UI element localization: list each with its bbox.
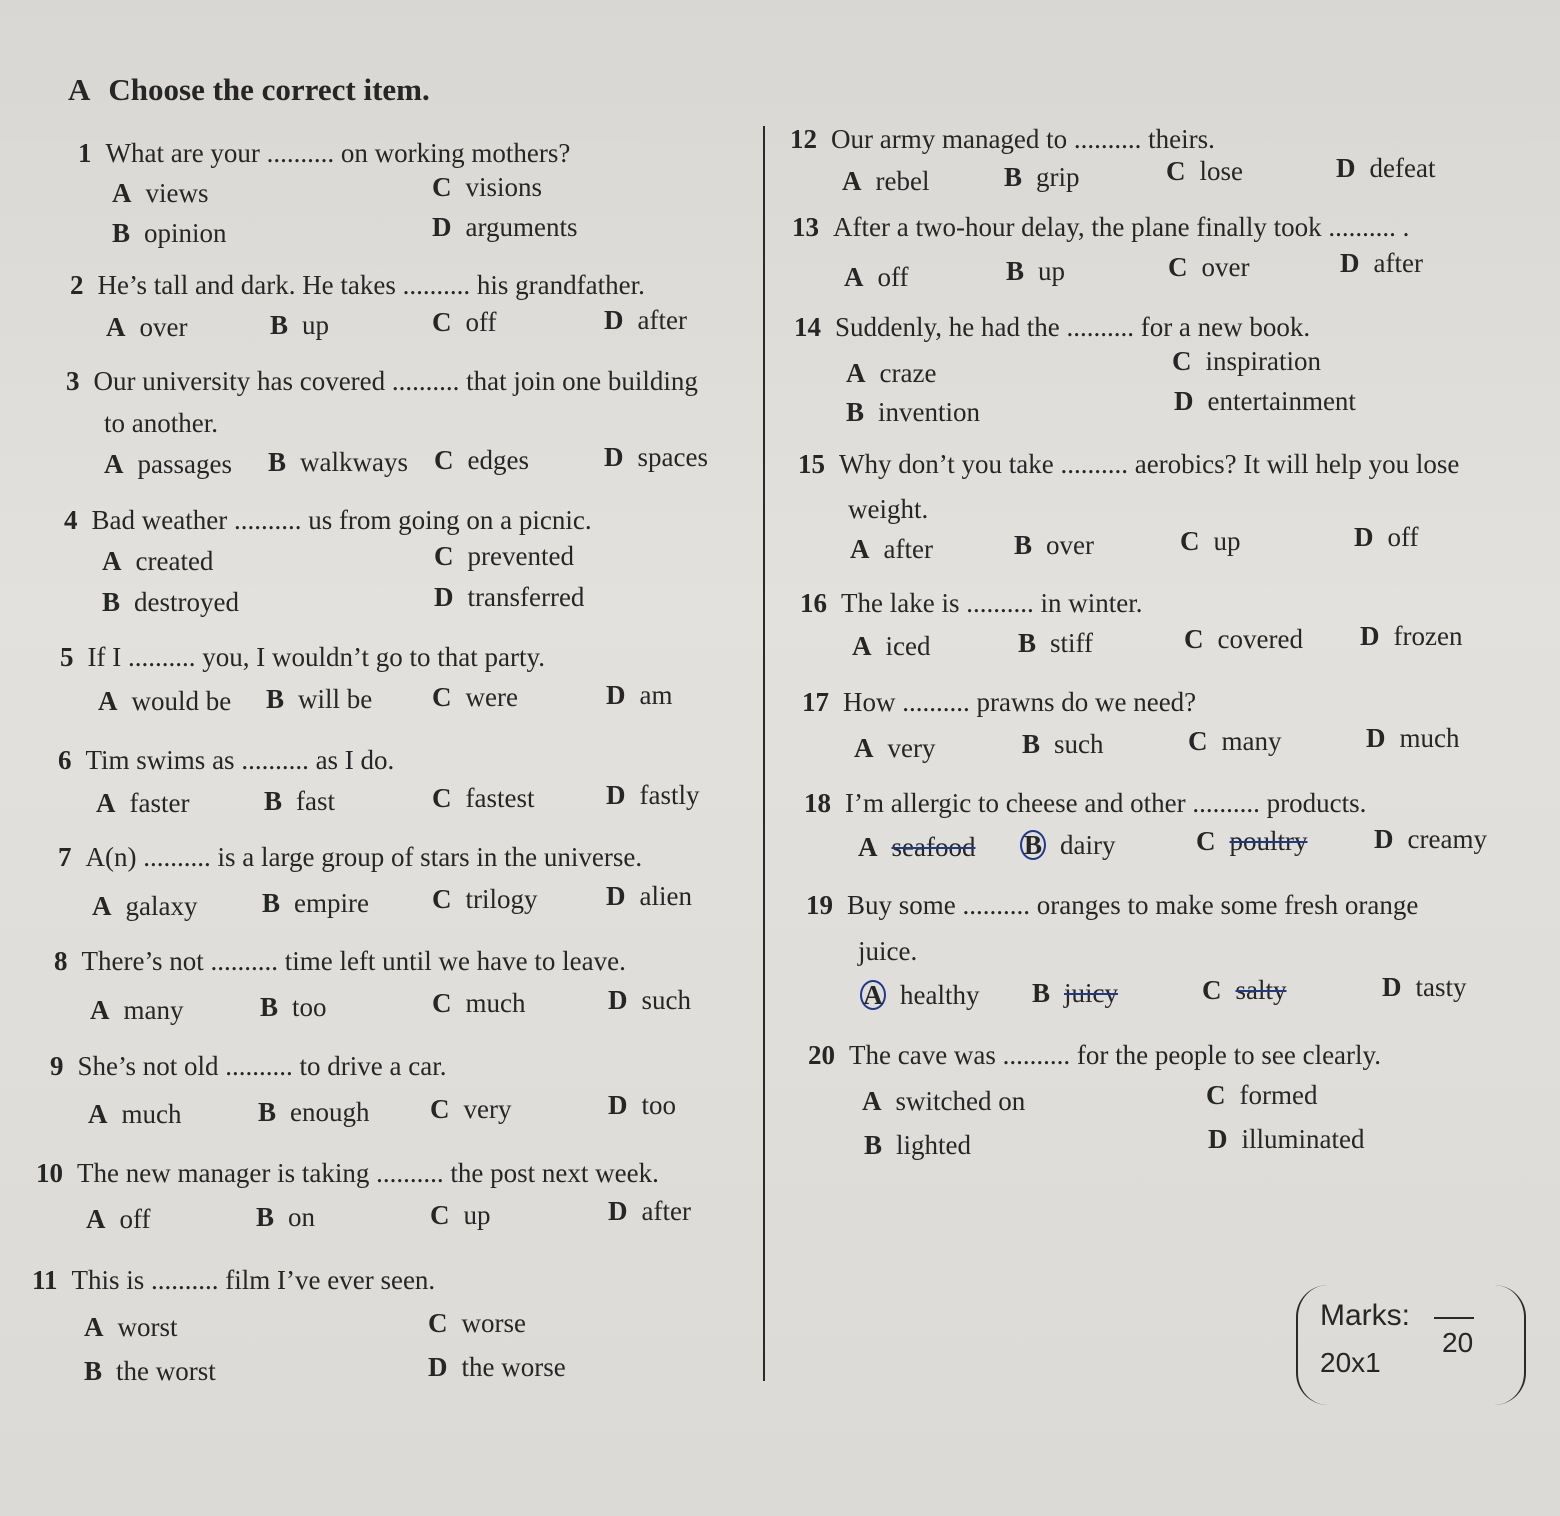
question-18: 18 I’m allergic to cheese and other .......... products. xyxy=(804,788,1367,818)
question-1: 1 What are your .......... on working mothers? xyxy=(78,138,571,168)
option-20c: C formed xyxy=(1206,1080,1318,1110)
option-4b: B destroyed xyxy=(102,587,239,617)
option-12b: B grip xyxy=(1004,162,1080,192)
option-18b: B dairy xyxy=(1020,830,1115,861)
option-9c: C very xyxy=(430,1094,512,1124)
option-14b: B invention xyxy=(846,397,981,427)
option-3b: B walkways xyxy=(268,447,408,477)
option-17b: B such xyxy=(1022,729,1104,759)
option-9b: B enough xyxy=(258,1097,370,1127)
option-6c: C fastest xyxy=(432,783,535,813)
option-20a: A switched on xyxy=(862,1086,1026,1116)
question-9: 9 She’s not old .......... to drive a car. xyxy=(50,1051,447,1081)
question-7: 7 A(n) .......... is a large group of stars in the universe. xyxy=(58,842,643,872)
option-3d: D spaces xyxy=(604,442,708,472)
marks-fraction-line xyxy=(1434,1317,1474,1319)
question-6: 6 Tim swims as .......... as I do. xyxy=(58,745,395,775)
option-17c: C many xyxy=(1188,726,1282,756)
option-12c: C lose xyxy=(1166,156,1243,186)
option-1a: A views xyxy=(112,178,209,208)
option-15a: A after xyxy=(850,534,933,564)
option-14c: C inspiration xyxy=(1172,346,1321,376)
question-4: 4 Bad weather .......... us from going on a picnic. xyxy=(64,505,592,535)
option-2d: D after xyxy=(604,305,687,335)
question-11: 11 This is .......... film I’ve ever seen. xyxy=(32,1265,436,1295)
option-15b: B over xyxy=(1014,530,1094,560)
option-5a: A would be xyxy=(98,686,232,716)
option-13c: C over xyxy=(1168,252,1250,282)
option-18c: C poultry xyxy=(1196,826,1308,856)
option-14d: D entertainment xyxy=(1174,386,1356,416)
question-17: 17 How .......... prawns do we need? xyxy=(802,687,1197,717)
option-5b: B will be xyxy=(266,684,373,714)
option-16b: B stiff xyxy=(1018,628,1094,658)
option-13b: B up xyxy=(1006,256,1066,286)
option-20b: B lighted xyxy=(864,1130,972,1160)
question-2: 2 He’s tall and dark. He takes .......... his grandfather. xyxy=(70,270,645,300)
option-12a: A rebel xyxy=(842,166,930,196)
option-1d: D arguments xyxy=(432,212,578,242)
option-2b: B up xyxy=(270,310,330,340)
option-8a: A many xyxy=(90,995,184,1025)
option-7c: C trilogy xyxy=(432,884,538,914)
question-20: 20 The cave was .......... for the people to see clearly. xyxy=(808,1040,1382,1070)
option-11d: D the worse xyxy=(428,1352,566,1382)
question-19: 19 Buy some .......... oranges to make some fresh orange xyxy=(806,890,1419,920)
option-3a: A passages xyxy=(104,449,232,479)
option-19a: A healthy xyxy=(860,980,979,1011)
question-15-line-2: weight. xyxy=(848,494,929,524)
option-11b: B the worst xyxy=(84,1356,216,1386)
option-5c: C were xyxy=(432,682,518,712)
option-15d: D off xyxy=(1354,522,1419,552)
option-16a: A iced xyxy=(852,631,931,661)
option-2c: C off xyxy=(432,307,497,337)
option-1b: B opinion xyxy=(112,218,227,248)
option-10c: C up xyxy=(430,1200,491,1230)
option-7a: A galaxy xyxy=(92,891,198,921)
question-3-line-2: to another. xyxy=(104,408,218,438)
option-10b: B on xyxy=(256,1202,316,1232)
option-19c: C salty xyxy=(1202,975,1287,1005)
option-4d: D transferred xyxy=(434,582,585,612)
option-17d: D much xyxy=(1366,723,1460,753)
option-13d: D after xyxy=(1340,248,1423,278)
option-3c: C edges xyxy=(434,445,529,475)
option-13a: A off xyxy=(844,262,909,292)
option-14a: A craze xyxy=(846,358,937,388)
question-19-line-2: juice. xyxy=(858,936,918,966)
option-12d: D defeat xyxy=(1336,153,1436,183)
question-14: 14 Suddenly, he had the .......... for a new book. xyxy=(794,312,1311,342)
option-7b: B empire xyxy=(262,888,369,918)
option-11a: A worst xyxy=(84,1312,178,1342)
option-18a: A seafood xyxy=(858,832,976,862)
question-8: 8 There’s not .......... time left until we have to leave. xyxy=(54,946,626,976)
option-19b: B juicy xyxy=(1032,978,1119,1008)
right-parenthesis xyxy=(1494,1285,1526,1405)
option-4c: C prevented xyxy=(434,541,574,571)
option-18d: D creamy xyxy=(1374,824,1487,854)
column-divider xyxy=(763,126,765,1381)
option-1c: C visions xyxy=(432,172,543,202)
option-16c: C covered xyxy=(1184,624,1303,654)
marks-formula: 20x1 xyxy=(1320,1347,1381,1378)
question-5: 5 If I .......... you, I wouldn’t go to that party. xyxy=(60,642,545,672)
option-8c: C much xyxy=(432,988,526,1018)
option-6a: A faster xyxy=(96,788,190,818)
option-5d: D am xyxy=(606,680,673,710)
option-6d: D fastly xyxy=(606,780,700,810)
option-10d: D after xyxy=(608,1196,691,1226)
option-8b: B too xyxy=(260,992,327,1022)
option-11c: C worse xyxy=(428,1308,526,1338)
option-10a: A off xyxy=(86,1204,151,1234)
option-9d: D too xyxy=(608,1090,677,1120)
option-20d: D illuminated xyxy=(1208,1124,1365,1154)
question-12: 12 Our army managed to .......... theirs. xyxy=(790,124,1215,154)
option-7d: D alien xyxy=(606,881,692,911)
question-15: 15 Why don’t you take .......... aerobics? It will help you lose xyxy=(798,449,1460,479)
option-6b: B fast xyxy=(264,786,335,816)
option-19d: D tasty xyxy=(1382,972,1467,1002)
marks-box xyxy=(1296,1285,1526,1405)
question-10: 10 The new manager is taking .......... the post next week. xyxy=(36,1158,659,1188)
option-4a: A created xyxy=(102,546,214,576)
question-16: 16 The lake is .......... in winter. xyxy=(800,588,1143,618)
option-16d: D frozen xyxy=(1360,621,1463,651)
question-13: 13 After a two-hour delay, the plane finally took .......... . xyxy=(792,212,1410,242)
question-3: 3 Our university has covered .......... that join one building xyxy=(66,366,698,396)
marks-label: Marks: xyxy=(1320,1299,1410,1332)
option-15c: C up xyxy=(1180,526,1241,556)
option-9a: A much xyxy=(88,1099,182,1129)
section-heading: A Choose the correct item. xyxy=(68,72,430,107)
option-2a: A over xyxy=(106,312,188,342)
option-8d: D such xyxy=(608,985,691,1015)
option-17a: A very xyxy=(854,733,936,763)
marks-total: 20 xyxy=(1442,1327,1474,1358)
